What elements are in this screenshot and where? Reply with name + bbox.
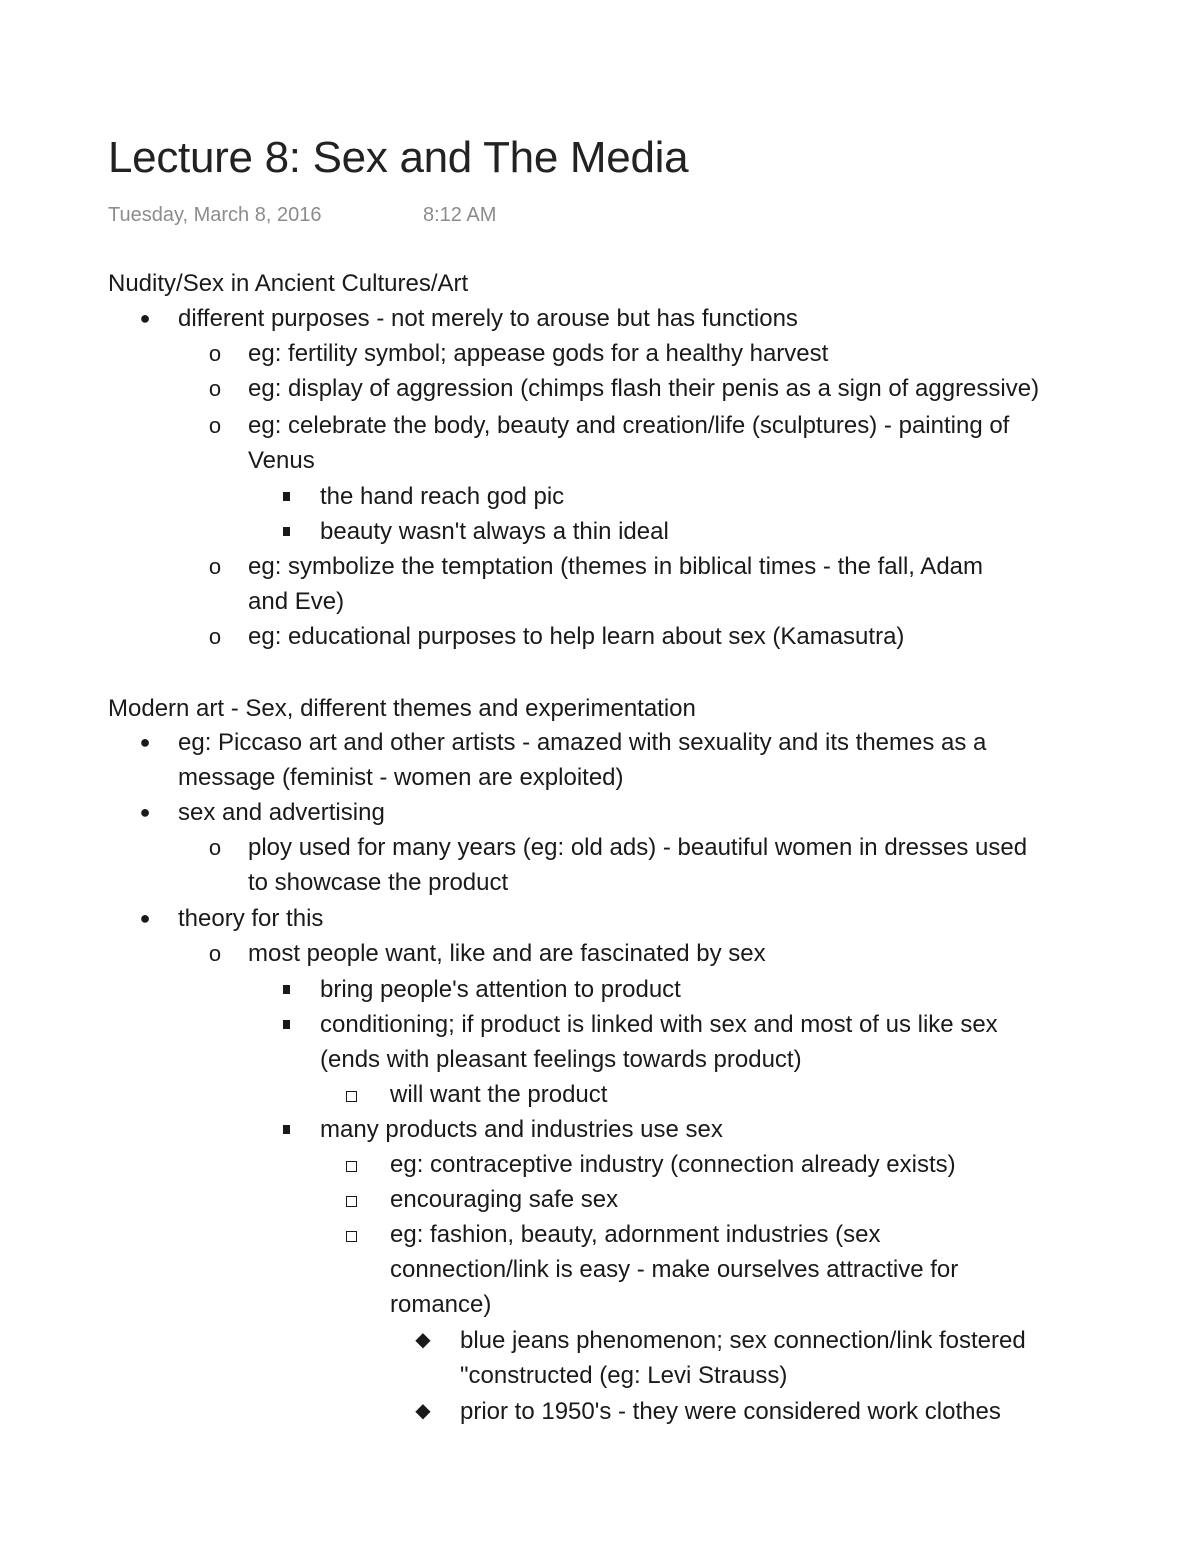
list-item: ◆ blue jeans phenomenon; sex connection/link fostered [460,1323,1026,1358]
list-item: ● different purposes - not merely to arouse but has functions [178,301,798,336]
bullet-box-icon [346,1091,357,1102]
bullet-circle-icon: o [208,941,222,966]
list-item-continuation: (ends with pleasant feelings towards product) [320,1046,802,1073]
list-item: many products and industries use sex [320,1112,723,1147]
bullet-box-icon [346,1231,357,1242]
list-item: o ploy used for many years (eg: old ads) - beautiful women in dresses used [248,830,1027,865]
list-item-continuation: romance) [390,1291,492,1318]
bullet-square-icon [283,1125,290,1134]
list-item-continuation: connection/link is easy - make ourselves attractive for [390,1256,959,1283]
list-item: o eg: display of aggression (chimps flash their penis as a sign of aggressive) [248,371,1039,406]
list-item: o eg: educational purposes to help learn about sex (Kamasutra) [248,619,904,654]
list-item: bring people's attention to product [320,972,681,1007]
page-title: Lecture 8: Sex and The Media [108,133,689,182]
bullet-diamond-icon: ◆ [415,1400,431,1422]
list-item-continuation: to showcase the product [248,869,509,896]
bullet-circle-icon: o [208,413,222,438]
list-item: the hand reach god pic [320,479,564,514]
list-item: ● eg: Piccaso art and other artists - amazed with sexuality and its themes as a [178,725,986,760]
list-item: encouraging safe sex [390,1182,618,1217]
list-item: eg: fashion, beauty, adornment industries (sex [390,1217,881,1252]
page-date: Tuesday, March 8, 2016 [108,204,322,226]
page-timestamp [108,202,497,228]
list-item: o eg: symbolize the temptation (themes in biblical times - the fall, Adam [248,549,983,584]
list-item: beauty wasn't always a thin ideal [320,514,669,549]
bullet-square-icon [283,527,290,536]
bullet-circle-icon: o [208,835,222,860]
bullet-box-icon [346,1196,357,1207]
bullet-diamond-icon: ◆ [415,1329,431,1351]
page-cutoff-fragment [460,1434,1060,1440]
bullet-circle-icon: o [208,554,222,579]
list-item: o eg: fertility symbol; appease gods for a healthy harvest [248,336,828,371]
list-item: eg: contraceptive industry (connection already exists) [390,1147,956,1182]
section-heading: Modern art - Sex, different themes and experimentation [108,695,696,722]
list-item: o eg: celebrate the body, beauty and creation/life (sculptures) - painting of [248,408,1009,443]
bullet-square-icon [283,985,290,994]
bullet-circle-icon: o [208,376,222,401]
bullet-circle-icon: o [208,341,222,366]
list-item: conditioning; if product is linked with sex and most of us like sex [320,1007,998,1042]
list-item-continuation: Venus [248,447,315,474]
list-item: o most people want, like and are fascinated by sex [248,936,766,971]
list-item: ● sex and advertising [178,795,385,830]
list-item: will want the product [390,1077,607,1112]
bullet-box-icon [346,1161,357,1172]
list-item: ● theory for this [178,901,323,936]
list-item: ◆ prior to 1950's - they were considered work clothes [460,1394,1001,1429]
bullet-square-icon [283,492,290,501]
bullet-disc-icon: ● [139,908,151,928]
bullet-disc-icon: ● [139,308,151,328]
section-heading: Nudity/Sex in Ancient Cultures/Art [108,270,469,297]
list-item-continuation: and Eve) [248,588,345,615]
bullet-circle-icon: o [208,624,222,649]
bullet-square-icon [283,1020,290,1029]
list-item-continuation: message (feminist - women are exploited) [178,764,624,791]
bullet-disc-icon: ● [139,802,151,822]
bullet-disc-icon: ● [139,732,151,752]
page-time: 8:12 AM [423,204,497,226]
list-item-continuation: "constructed (eg: Levi Strauss) [460,1362,788,1389]
